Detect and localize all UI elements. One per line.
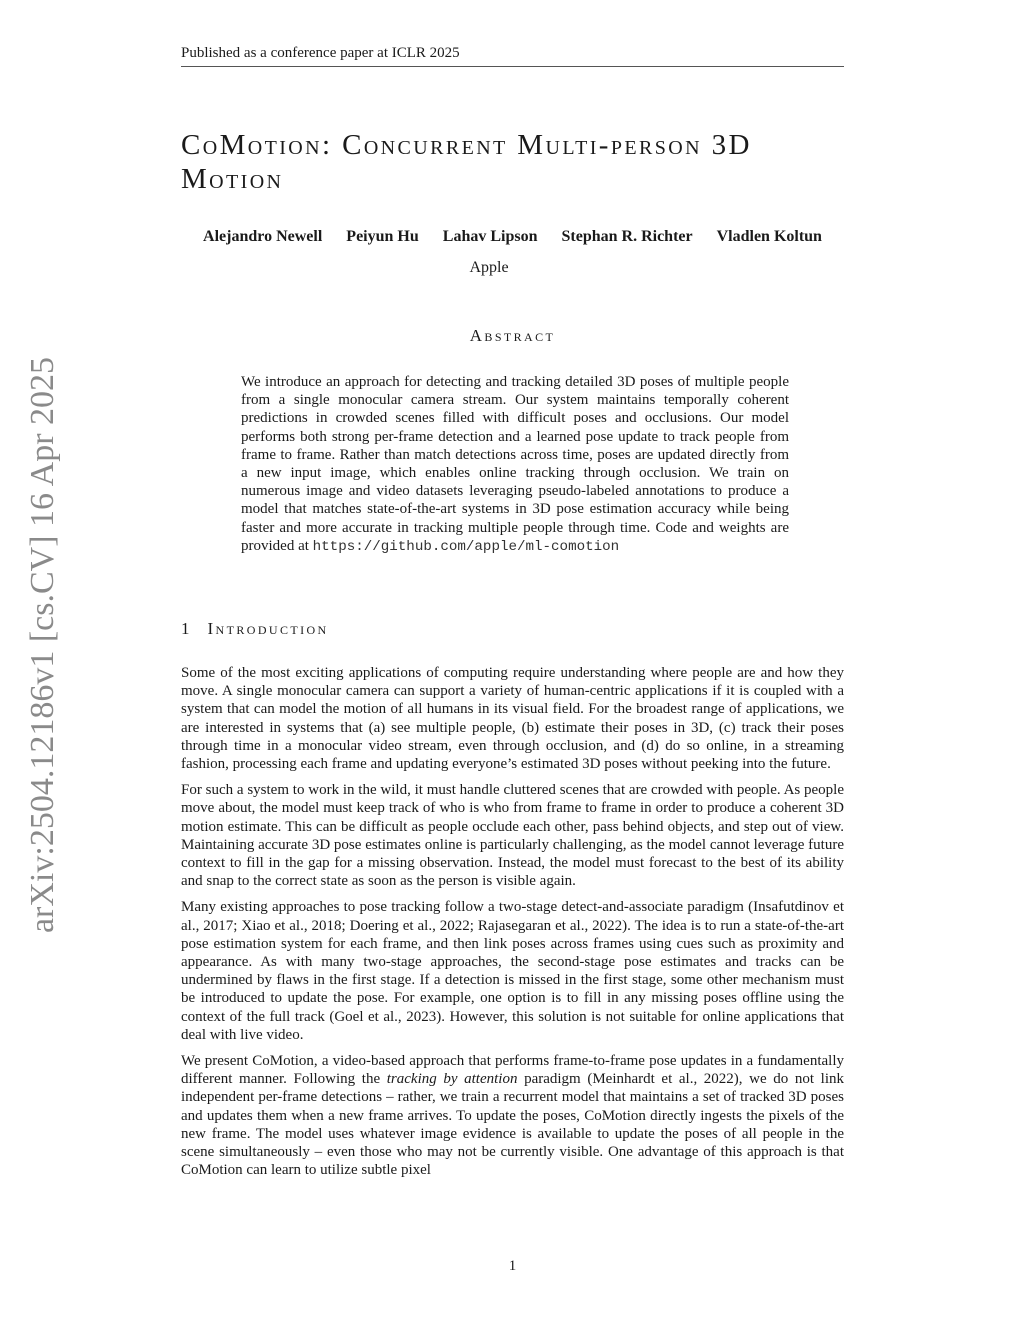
section-number: 1 bbox=[181, 619, 190, 638]
author-list bbox=[181, 227, 844, 247]
page-number: 1 bbox=[508, 1258, 517, 1274]
running-header: Published as a conference paper at ICLR 2025 bbox=[181, 44, 844, 67]
paragraph-text: paradigm (Meinhardt et al., 2022), we do not link independent per-frame detections – rather, we train a recurrent model that maintains a set of tracked 3D poses and updates them when a new frame arrives. To update the poses, CoMotion directly ingests the pixels of the new frame. The model uses whatever image evidence is available to update the poses of all people in the scene simultaneously – even those who may not be currently visible. One advantage of this approach is that CoMotion can learn to utilize subtle pixel bbox=[181, 1071, 845, 1179]
paragraph: Many existing approaches to pose tracking follow a two-stage detect-and-associate paradigm (Insafutdinov et al., 2017; Xiao et al., 2018; Doering et al., 2022; Rajasegaran et al., 2022). The idea is to run a state-of-the-art pose estimation system for each frame, and then link poses across frames using cues such as proximity and appearance. As with many two-stage approaches, the second-stage pose estimates and tracks can be undermined by flaws in the first stage. If a detection is missed in the first stage, some other mechanism must be introduced to update the pose. For example, one option is to fill in any missing poses offline using the context of the full track (Goel et al., 2023). However, this solution is not suitable for online applications that deal with live video. bbox=[181, 899, 844, 1043]
author-name: Stephan R. Richter bbox=[561, 228, 693, 245]
author-name: Peiyun Hu bbox=[346, 228, 419, 245]
introduction-body bbox=[181, 664, 844, 1187]
section-title: Introduction bbox=[207, 619, 329, 638]
author-name: Alejandro Newell bbox=[203, 228, 323, 245]
paragraph-text: We present CoMotion, a video-based approach that performs frame-to-frame pose updates in a fundamentally different manner. Following the bbox=[181, 1053, 844, 1088]
paragraph bbox=[181, 1052, 844, 1179]
paper-title: CoMotion: Concurrent Multi-person 3D Motion bbox=[181, 129, 752, 195]
author-name: Vladlen Koltun bbox=[716, 228, 822, 245]
abstract-body-text: We introduce an approach for detecting and tracking detailed 3D poses of multiple people from a single monocular camera stream. Our system maintains temporally coherent predictions in crowded scenes filled with difficult poses and occlusions. Our model performs both strong per-frame detection and a learned pose update to track people from frame to frame. Rather than match detections across time, poses are updated directly from a new input image, which enables online tracking through occlusion. We train on numerous image and video datasets leveraging pseudo-labeled annotations to produce a model that matches state-of-the-art systems in 3D pose estimation accuracy while being faster and more accurate in tracking multiple people through time. Code and weights are provided at bbox=[241, 374, 789, 554]
section-heading bbox=[181, 619, 844, 639]
abstract-heading: Abstract bbox=[469, 326, 556, 345]
paragraph: Some of the most exciting applications of computing require understanding where people are and how they move. A single monocular camera can support a variety of human-centric applications if it is coupled with a system that can model the motion of all humans in its visual field. For the broadest range of applications, we are interested in systems that (a) see multiple people, (b) estimate their poses in 3D, (c) track their poses through time in a monocular video stream, even through occlusion, and (d) do so online, in a streaming fashion, processing each frame and updating everyone’s estimated 3D poses without peeking into the future. bbox=[181, 665, 844, 773]
emphasized-term: tracking by attention bbox=[386, 1071, 518, 1088]
abstract-text bbox=[241, 373, 789, 556]
author-name: Lahav Lipson bbox=[442, 228, 538, 245]
affiliation: Apple bbox=[469, 259, 509, 276]
code-url-link[interactable]: https://github.com/apple/ml-comotion bbox=[312, 538, 620, 555]
paragraph: For such a system to work in the wild, it must handle cluttered scenes that are crowded with people. As people move about, the model must keep track of who is who from frame to frame in order to produce a coherent 3D motion estimate. This can be difficult as people occlude each other, pass behind objects, and step out of view. Maintaining accurate 3D pose estimates online is particularly challenging, as the model cannot leverage future context to fill in the gap for a missing observation. Instead, the model must forecast to the best of its ability and snap to the correct state as soon as the person is visible again. bbox=[181, 782, 844, 890]
arxiv-identifier-stamp: arXiv:2504.12186v1 [cs.CV] 16 Apr 2025 bbox=[24, 356, 61, 934]
